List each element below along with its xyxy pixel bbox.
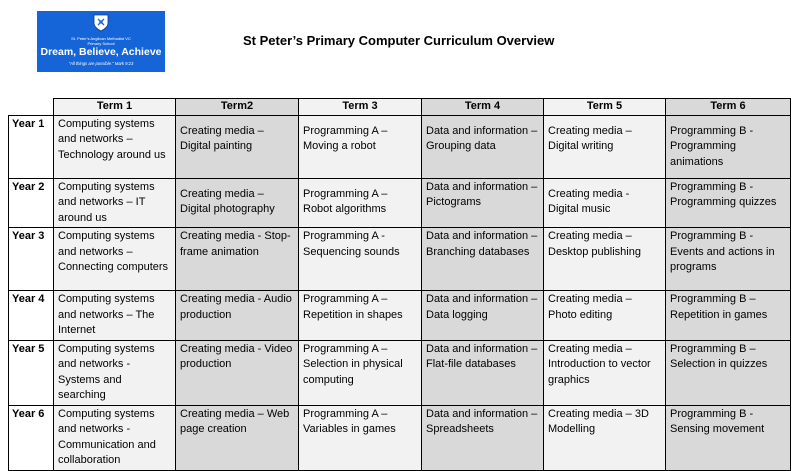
header-term-3: Term 3 [299,99,422,116]
table-cell: Programming A – Variables in games [299,405,422,470]
school-motto: Dream, Believe, Achieve [40,46,162,58]
table-cell: Creating media – Digital photography [176,178,299,228]
table-cell: Data and information – Pictograms [422,178,544,228]
table-cell: Creating media – Desktop publishing [544,228,666,291]
table-cell: Programming A – Selection in physical computing [299,340,422,405]
curriculum-table [8,98,791,471]
header-row [9,99,791,116]
school-logo [37,11,165,72]
table-cell: Computing systems and networks – Technology around us [54,115,176,178]
table-cell: Creating media – Digital writing [544,115,666,178]
table-cell: Creating media – Introduction to vector graphics [544,340,666,405]
table-cell: Computing systems and networks – Connecting computers [54,228,176,291]
school-name-line1: St. Peter's Anglican Methodist VC [71,36,131,41]
page-title: St Peter’s Primary Computer Curriculum Overview [243,33,555,48]
table-cell: Computing systems and networks – IT around us [54,178,176,228]
school-verse: "All things are possible." Mark 9:23 [68,61,134,66]
year-label: Year 3 [9,228,54,291]
table-row [9,178,791,228]
year-label: Year 5 [9,340,54,405]
table-cell: Computing systems and networks - Systems and searching [54,340,176,405]
table-cell: Programming A - Sequencing sounds [299,228,422,291]
table-cell: Data and information – Flat-file databases [422,340,544,405]
table-cell: Programming B - Programming animations [666,115,791,178]
header-term-6: Term 6 [666,99,791,116]
table-row [9,228,791,291]
table-row [9,115,791,178]
table-cell: Creating media – 3D Modelling [544,405,666,470]
table-cell: Creating media - Video production [176,340,299,405]
table-cell: Creating media - Audio production [176,291,299,341]
header-term-2: Term2 [176,99,299,116]
table-cell: Programming A – Robot algorithms [299,178,422,228]
table-cell: Creating media – Digital painting [176,115,299,178]
table-cell: Programming B – Selection in quizzes [666,340,791,405]
year-label: Year 4 [9,291,54,341]
header-term-4: Term 4 [422,99,544,116]
table-cell: Creating media - Stop-frame animation [176,228,299,291]
table-cell: Data and information – Spreadsheets [422,405,544,470]
table-cell: Programming B - Events and actions in programs [666,228,791,291]
table-cell: Programming B – Repetition in games [666,291,791,341]
year-label: Year 1 [9,115,54,178]
year-label: Year 2 [9,178,54,228]
table-cell: Data and information – Grouping data [422,115,544,178]
table-cell: Creating media – Photo editing [544,291,666,341]
crest-icon [91,13,111,33]
table-cell: Creating media - Digital music [544,178,666,228]
table-cell: Computing systems and networks – The Internet [54,291,176,341]
table-cell: Programming A – Moving a robot [299,115,422,178]
table-cell: Creating media – Web page creation [176,405,299,470]
table-cell: Data and information – Branching databases [422,228,544,291]
header-corner [9,99,54,116]
school-name-line2: Primary School [87,41,115,46]
table-cell: Programming A – Repetition in shapes [299,291,422,341]
table-row [9,405,791,470]
table-row [9,340,791,405]
table-cell: Data and information – Data logging [422,291,544,341]
header-term-1: Term 1 [54,99,176,116]
table-cell: Computing systems and networks - Communication and collaboration [54,405,176,470]
table-cell: Programming B - Programming quizzes [666,178,791,228]
table-cell: Programming B - Sensing movement [666,405,791,470]
table-row [9,291,791,341]
header-term-5: Term 5 [544,99,666,116]
year-label: Year 6 [9,405,54,470]
school-name [37,36,165,46]
